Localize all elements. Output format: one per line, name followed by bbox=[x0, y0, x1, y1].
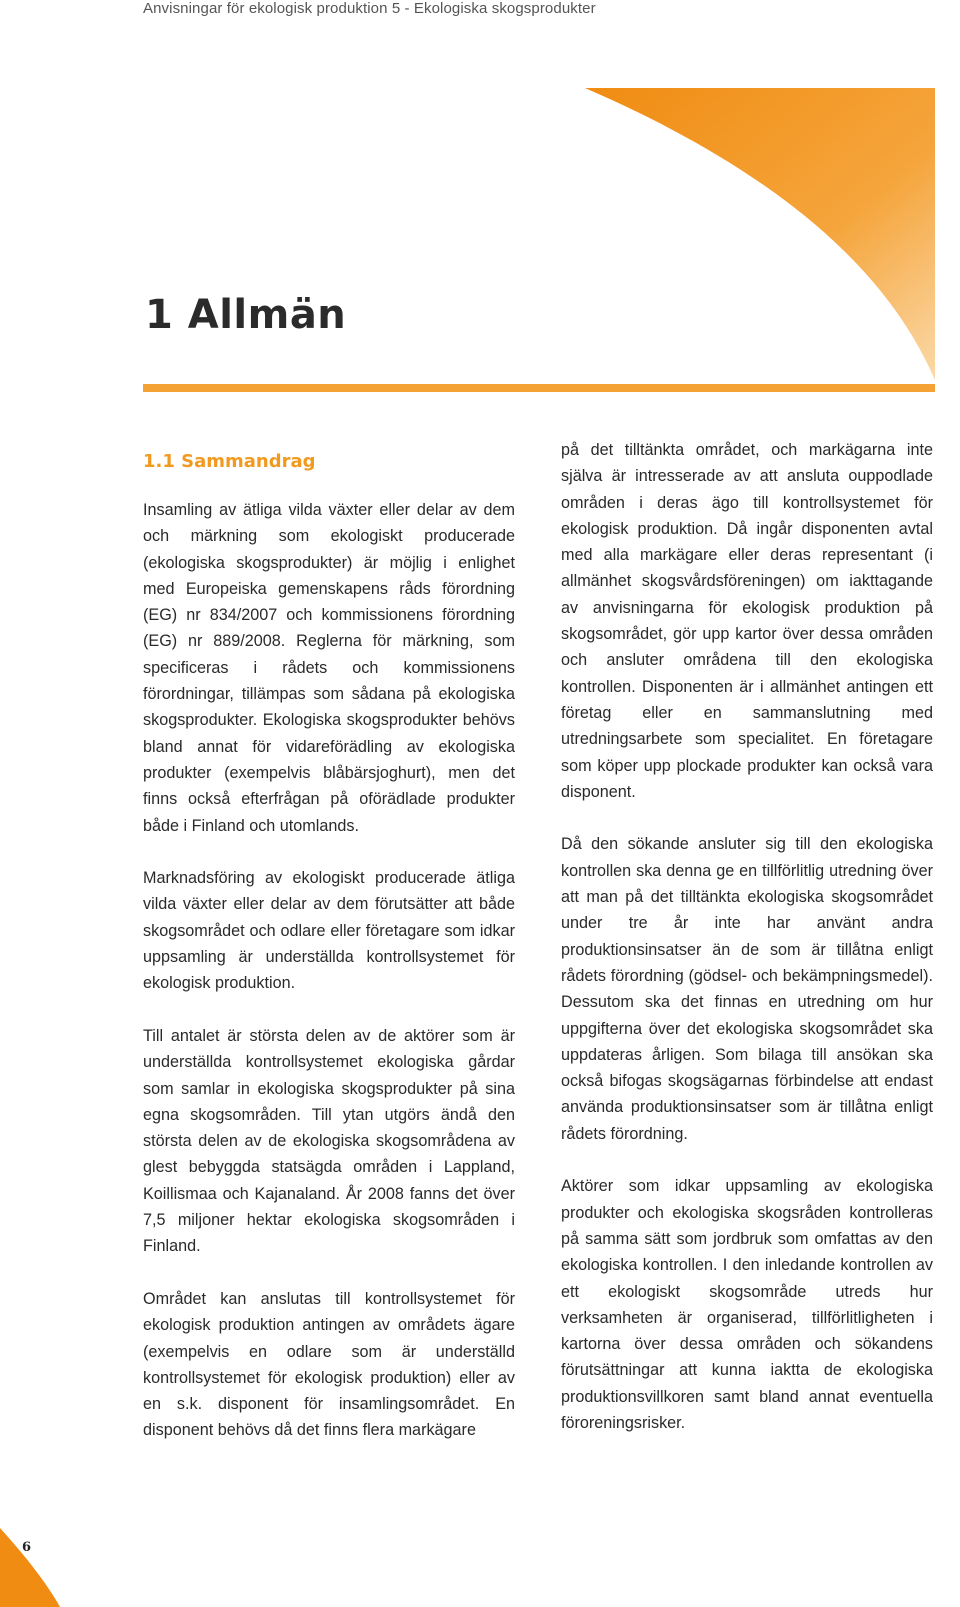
paragraph: på det tilltänkta området, och markägarna inte själva är intresserade av att ansluta ouppodlade områden i deras ägo till kontrollsystemet för ekologisk produktion. Då ingår disponenten avtal med alla markägare eller deras representant (i allmänhet skogsvårdsföreningen) om iakttagande av anvisningarna för ekologisk produktion på skogsområdet, gör upp kartor över dessa områden och ansluter områdena till den ekologiska kontrollen. Disponenten är i allmänhet antingen ett företag eller en sammanslutning med utredningsarbete som specialitet. En företagare som köper upp plockade produkter kan också vara disponent. bbox=[561, 441, 933, 801]
left-column bbox=[143, 497, 515, 1470]
chapter-title: 1 Allmän bbox=[145, 292, 347, 338]
paragraph: Då den sökande ansluter sig till den ekologiska kontrollen ska denna ge en tillförlitlig utredning över att man på det tilltänkta ekologiska skogsområdet under tre år inte har använt andra produktionsinsatser än de som är tillåtna enligt rådets förordning (gödsel- och bekämpningsmedel). Dessutom ska det finnas en utredning om hur uppgifterna över det ekologiska skogsområdet ska uppdateras årligen. Som bilaga till ansökan ska också bifogas skogsägarnas förbindelse att endast använda produktionsinsatser som är tillåtna enligt rådets förordning. bbox=[561, 835, 933, 1143]
running-header: Anvisningar för ekologisk produktion 5 - Ekologiska skogsprodukter bbox=[143, 0, 596, 17]
right-column bbox=[561, 437, 933, 1463]
orange-swoosh-decoration bbox=[0, 0, 960, 400]
page-corner-tab bbox=[0, 1520, 60, 1607]
paragraph: Området kan anslutas till kontrollsystemet för ekologisk produktion antingen av områdets ägare (exempelvis en odlare som är underställd kontrollsystemet för ekologisk produktion) eller av en s.k. disponent för insamlingsområdet. En disponent behövs då det finns flera markägare bbox=[143, 1289, 515, 1440]
page-number: 6 bbox=[22, 1540, 32, 1555]
paragraph: Insamling av ätliga vilda växter eller delar av dem och märkning som ekologiskt producerade (ekologiska skogsprodukter) är möjlig i enlighet med Europeiska gemenskapens råds förordning (EG) nr 834/2007 och kommissionens förordning (EG) nr 889/2008. Reglerna för märkning, som specificeras i rådets och kommissionens förordningar, tillämpas som sådana på ekologiska skogsprodukter. Ekologiska skogsprodukter behövs bland annat för vidareförädling av ekologiska produkter (exempelvis blåbärsjoghurt), men det finns också efterfrågan på oförädlade produkter både i Finland och utomlands. bbox=[143, 501, 515, 835]
paragraph: Till antalet är största delen av de aktörer som är underställda kontrollsystemet ekologiska gårdar som samlar in ekologiska skogsprodukter på sina egna skogsområden. Till ytan utgörs ändå den största delen av de ekologiska skogsområdena av glest bebyggda statsägda områden i Lappland, Koillismaa och Kajanaland. År 2008 fanns det över 7,5 miljoner hektar ekologiska skogsområden i Finland. bbox=[143, 1026, 515, 1256]
paragraph: Marknadsföring av ekologiskt producerade ätliga vilda växter eller delar av dem förutsätter att både skogsområdet och odlare eller företagare som idkar uppsamling är underställda kontrollsystemet för ekologisk produktion. bbox=[143, 869, 515, 993]
title-rule bbox=[143, 384, 935, 392]
section-heading: 1.1 Sammandrag bbox=[143, 451, 316, 472]
paragraph: Aktörer som idkar uppsamling av ekologiska produkter och ekologiska skogsråden kontrolleras på samma sätt som jordbruk som omfattas av den ekologiska kontrollen. I den inledande kontrollen av ett ekologiskt skogsområde utreds hur verksamheten är organiserad, tillförlitligheten i kartorna över dessa områden och sökandens förutsättningar att kunna iaktta de ekologiska produktionsvillkoren samt bland annat eventuella föroreningsrisker. bbox=[561, 1177, 933, 1432]
